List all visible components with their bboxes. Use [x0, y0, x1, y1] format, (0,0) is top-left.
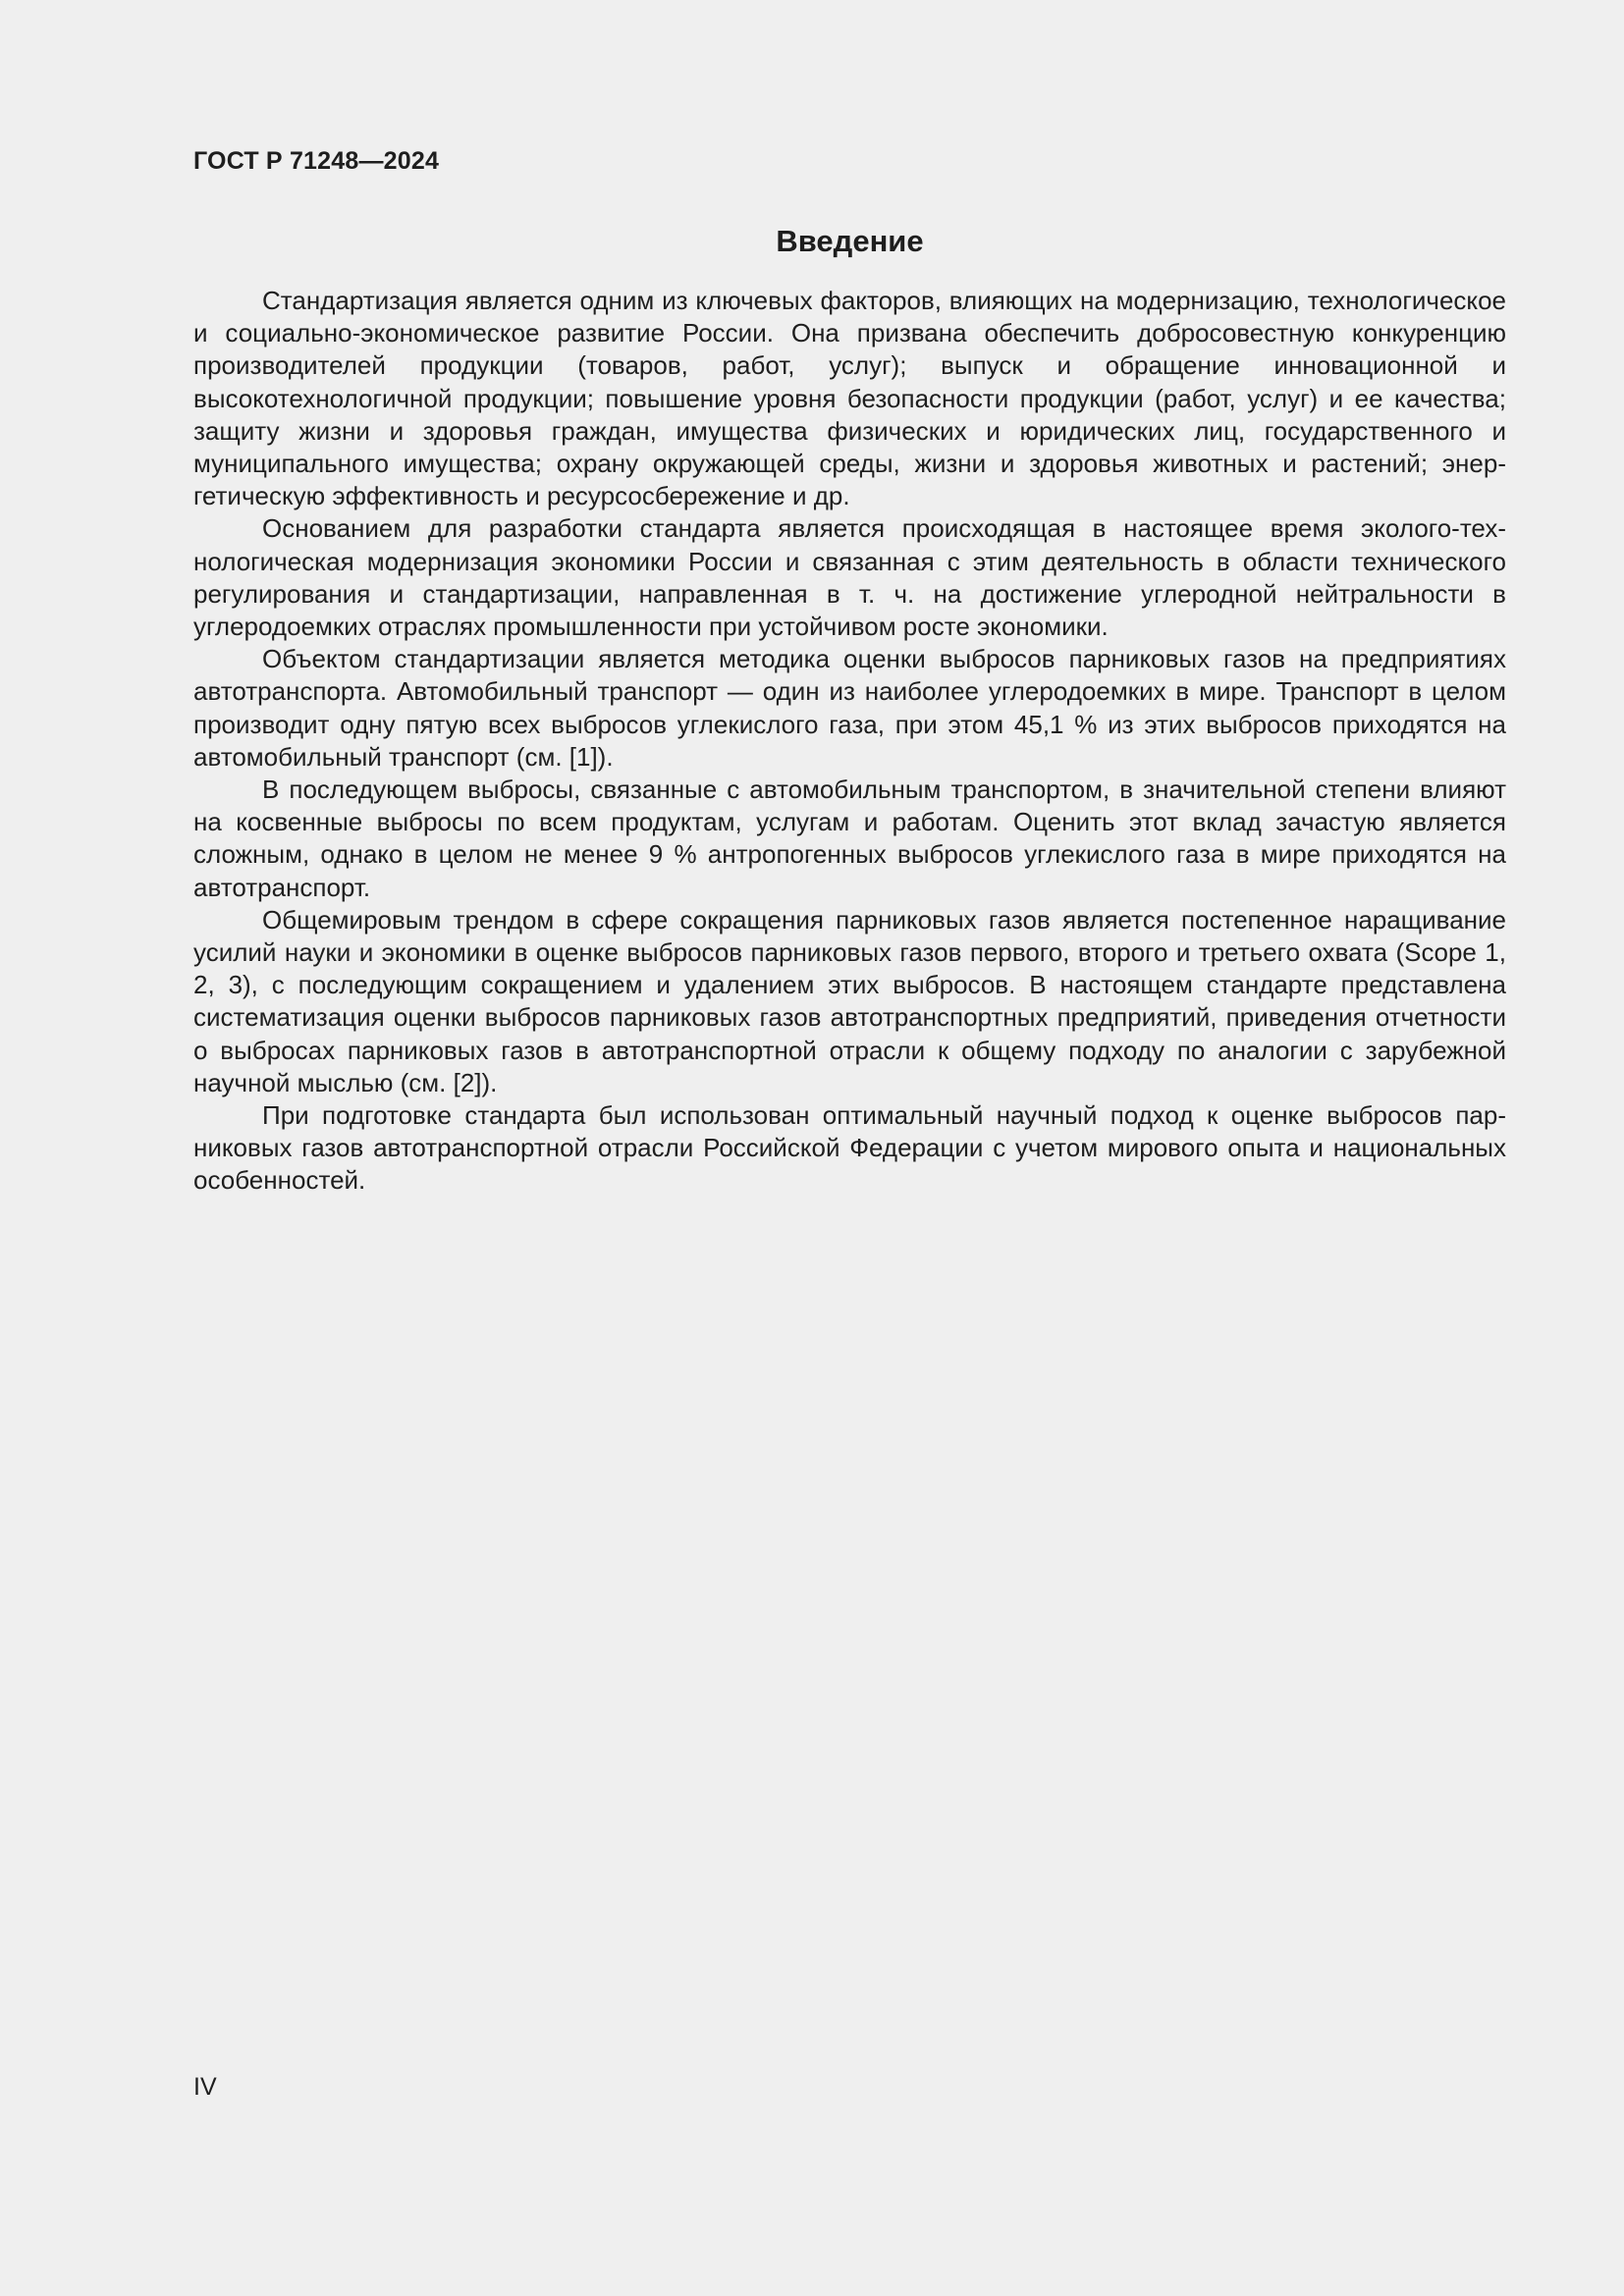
document-code-header: ГОСТ Р 71248—2024 — [193, 147, 440, 175]
paragraph-3: Объектом стандартизации является методика оценки выбросов парниковых газов на предприятиях автотранспорта. Автомобильный транспорт — один из наиболее углеродоемких в мире. Транспорт в целом производит одну пятую всех выбросов углекислого газа, при этом 45,1 % из этих выбросов приходятся на автомобильный транспорт (см. [1]). — [193, 644, 1506, 772]
page-number: IV — [193, 2073, 217, 2101]
paragraph-1: Стандартизация является одним из ключевых факторов, влияющих на модернизацию, технологическое и социально-экономическое развитие России. Она призвана обеспечить добросовестную конкуренцию производителей продукции (товаров, работ, услуг); выпуск и обращение инновационной и высокотехнологичной продукции; повышение уровня безопасности продукции (работ, услуг) и ее качества; защиту жизни и здоровья граждан, имущества физических и юридических лиц, государственного и муниципального имущества; охрану окружающей среды, жизни и здоровья животных и растений; энергетическую эффективность и ресурсосбережение и др. — [193, 286, 1506, 511]
paragraph-4: В последующем выбросы, связанные с автомобильным транспортом, в значительной степени влияют на косвенные выбросы по всем продуктам, услугам и работам. Оценить этот вклад зачастую является сложным, однако в целом не менее 9 % антропогенных выбросов углекислого газа в мире приходятся на автотранспорт. — [193, 774, 1506, 902]
paragraph-2: Основанием для разработки стандарта является происходящая в настоящее время эколого-технологическая модернизация экономики России и связанная с этим деятельность в области технического регулирования и стандартизации, направленная в т. ч. на достижение углеродной нейтральности в углеродоемких отраслях промышленности при устойчивом росте экономики. — [193, 513, 1506, 642]
section-title: Введение — [776, 224, 924, 258]
paragraph-6: При подготовке стандарта был использован оптимальный научный подход к оценке выбросов парниковых газов автотранспортной отрасли Российской Федерации с учетом мирового опыта и национальных особенностей. — [193, 1100, 1506, 1196]
paragraph-5: Общемировым трендом в сфере сокращения парниковых газов является постепенное наращивание усилий науки и экономики в оценке выбросов парниковых газов первого, второго и третьего охвата (Scope 1, 2, 3), с последующим сокращением и удалением этих выбросов. В настоящем стандарте представлена систематизация оценки выбросов парниковых газов автотранспортных предприятий, приведения отчетности о выбросах парниковых газов в автотранспортной отрасли к общему подходу по аналогии с зарубежной научной мыслью (см. [2]). — [193, 904, 1506, 1097]
section-body — [193, 285, 1506, 1198]
